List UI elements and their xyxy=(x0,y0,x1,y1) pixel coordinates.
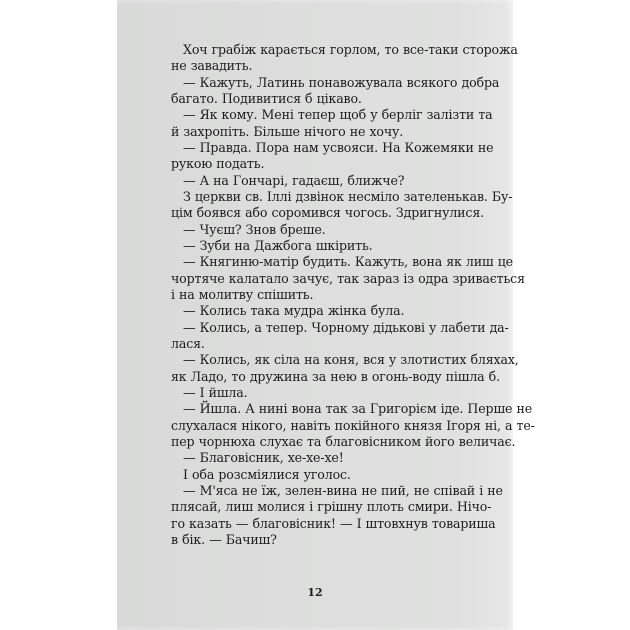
text-line: — Йшла. А нині вона так за Григорієм іде. Перше не xyxy=(183,401,533,417)
text-line: — Княгиню-матір будить. Кажуть, вона як лиш це xyxy=(183,254,513,270)
text-line: — Колись така мудра жінка була. xyxy=(183,303,405,319)
text-line: пер чорнюха слухає та благовісником його величає. xyxy=(171,433,516,449)
book-page xyxy=(117,0,535,630)
text-line: як Ладо, то дружина за нею в огонь-воду пішла б. xyxy=(171,368,500,384)
text-line: З церкви св. Іллі дзвінок несміло зателенькав. Бу- xyxy=(183,188,513,204)
text-line: го казать — благовісник! — І штовхнув товариша xyxy=(171,515,496,531)
text-line: й захропіть. Більше нічого не хочу. xyxy=(171,123,404,139)
text-line: — Правда. Пора нам усвояси. На Кожемяки не xyxy=(183,139,494,155)
text-line: лася. xyxy=(171,335,205,351)
text-line: в бік. — Бачиш? xyxy=(171,531,277,547)
text-line: — М'яса не їж, зелен-вина не пий, не співай і не xyxy=(183,482,503,498)
text-line: Хоч грабіж карається горлом, то все-таки сторожа xyxy=(183,42,518,57)
text-line: слухалася нікого, навіть покійного князя Ігоря ні, а те- xyxy=(171,417,535,433)
page-text xyxy=(171,42,535,548)
text-line: — І йшла. xyxy=(183,384,248,400)
text-line: не завадить. xyxy=(171,58,253,74)
text-line: — Кажуть, Латинь понавожувала всякого добра xyxy=(183,74,500,90)
text-line: рукою подать. xyxy=(171,156,265,172)
text-line: чортяче калатало зачує, так зараз із одра зривається xyxy=(171,270,525,286)
text-line: — Колись, а тепер. Чорному дідькові у лабети да- xyxy=(183,319,509,335)
text-line: І оба розсміялися уголос. xyxy=(183,466,351,482)
text-line: і на молитву спішить. xyxy=(171,286,314,302)
text-line: багато. Подивитися б цікаво. xyxy=(171,90,362,106)
text-line: — Колись, як сіла на коня, вся у злотистих бляхах, xyxy=(183,352,519,368)
text-line: — Чуєш? Знов бреше. xyxy=(183,221,326,237)
text-line: — Як кому. Мені тепер щоб у берліг залізти та xyxy=(183,107,493,123)
text-line: — А на Гончарі, гадаєш, ближче? xyxy=(183,172,405,188)
text-line: цім боявся або соромився чогось. Здригнулися. xyxy=(171,205,484,221)
page-number: 12 xyxy=(307,586,323,599)
text-line: — Благовісник, хе-хе-хе! xyxy=(183,450,344,466)
text-line: плясай, лиш молися і грішну плоть смири. Нічо- xyxy=(171,499,492,515)
text-line: — Зуби на Дажбога шкірить. xyxy=(183,237,373,253)
